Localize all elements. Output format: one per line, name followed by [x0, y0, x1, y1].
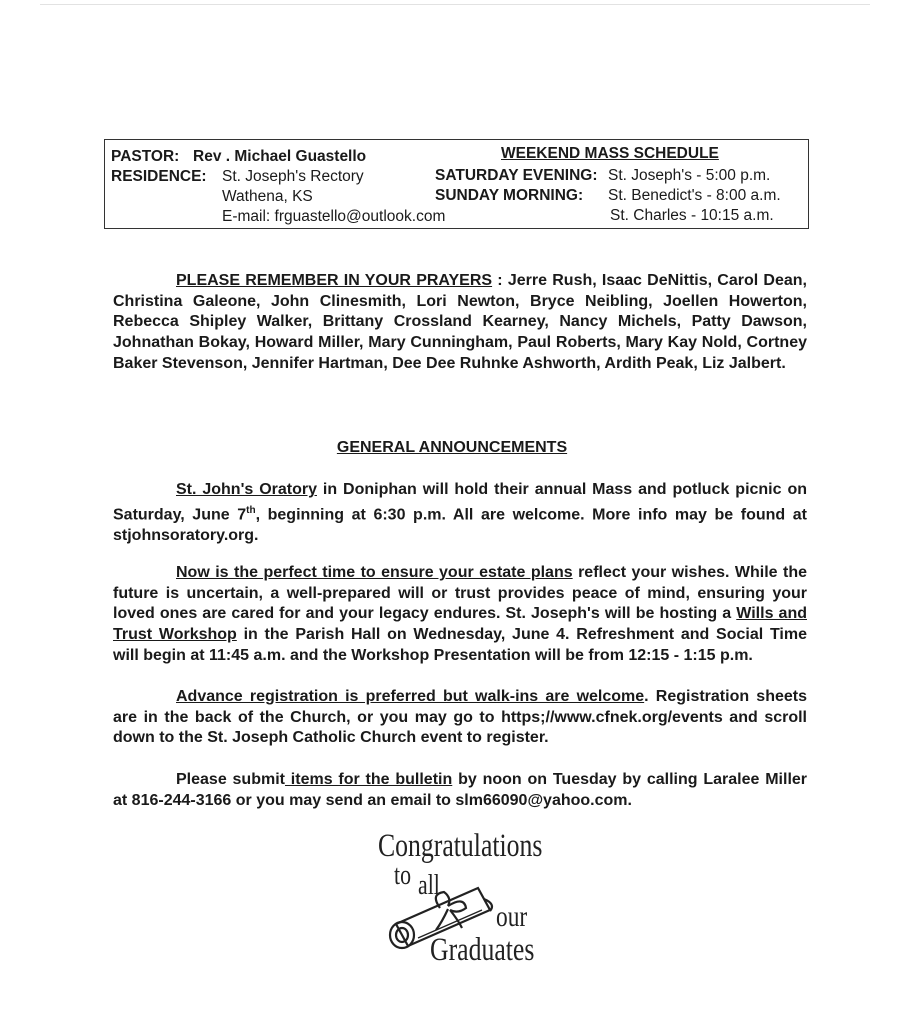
- congrats-line-to: to: [394, 860, 411, 891]
- pastor-name: Rev . Michael Guastello: [193, 148, 367, 165]
- estate-paragraph: [113, 563, 807, 667]
- congrats-line-congratulations: Congratulations: [378, 828, 543, 864]
- estate-heading: Now is the perfect time to ensure your estate plans: [176, 564, 573, 581]
- estate-text-1: reflect your wishes. While the future is uncertain, a well-prepared will or trust provides peace of mind, ensuring your loved ones are cared for and your legacy endures. St. Joseph's will be hosting a: [113, 564, 808, 623]
- pastor-email: E-mail: frguastello@outlook.com: [222, 208, 446, 225]
- bulletin-text-2: by noon on Tuesday by calling Laralee Miller at 816-244-3166 or you may send an email to slm66090@yahoo.com.: [113, 771, 808, 809]
- oratory-text-2: , beginning at 6:30 p.m. All are welcome. More info may be found at stjohnsoratory.org.: [113, 506, 807, 544]
- sunday-mass-time-1: St. Benedict's - 8:00 a.m.: [608, 187, 781, 204]
- residence-label: RESIDENCE:: [111, 168, 207, 185]
- prayer-names: : Jerre Rush, Isaac DeNittis, Carol Dean, Christina Galeone, John Clinesmith, Lori Newton, Bryce Neibling, Joellen Howerton, Rebecca Shipley Walker, Brittany Crossland Kearney, Nancy Michels, Patty Dawson, Johnathan Bokay, Howard Miller, Mary Cunningham, Paul Roberts, Mary Kay Nold, Cortney Baker Stevenson, Jennifer Hartman, Dee Dee Ruhnke Ashworth, Ardith Peak, Liz Jalbert.: [113, 272, 807, 372]
- registration-heading: Advance registration is preferred but walk-ins are welcome: [176, 688, 645, 705]
- sunday-mass-time-2: St. Charles - 10:15 a.m.: [610, 207, 774, 224]
- bulletin-paragraph: [113, 770, 807, 811]
- parish-info-box: [104, 139, 809, 229]
- workshop-link: Wills and Trust Workshop: [113, 605, 807, 644]
- saturday-mass-time: St. Joseph's - 5:00 p.m.: [608, 167, 771, 184]
- oratory-text-1: in Doniphan will hold their annual Mass and potluck picnic on Saturday, June 7: [113, 481, 807, 524]
- graduation-graphic: [372, 828, 562, 978]
- congrats-line-all: all: [418, 870, 440, 901]
- prayer-heading: PLEASE REMEMBER IN YOUR PRAYERS: [176, 272, 493, 289]
- residence-line1: St. Joseph's Rectory: [222, 168, 364, 185]
- oratory-superscript: th: [246, 504, 256, 516]
- registration-paragraph: [113, 687, 807, 749]
- oratory-link: St. John's Oratory: [176, 481, 317, 498]
- bulletin-link: items for the bulletin: [284, 771, 453, 788]
- congrats-line-graduates: Graduates: [430, 932, 535, 968]
- page-top-rule: [40, 4, 870, 5]
- oratory-paragraph: [113, 480, 807, 546]
- sunday-label: SUNDAY MORNING:: [435, 187, 584, 204]
- estate-text-2: in the Parish Hall on Wednesday, June 4. Refreshment and Social Time will begin at 11:45 a.m. and the Workshop Presentation will be from 12:15 - 1:15 p.m.: [113, 626, 807, 664]
- registration-text: . Registration sheets are in the back of the Church, or you may go to https;//www.cfnek.org/events and scroll down to the St. Joseph Catholic Church event to register.: [113, 688, 807, 747]
- bulletin-text-1: Please submit: [176, 771, 285, 788]
- announcements-title: GENERAL ANNOUNCEMENTS: [336, 439, 568, 456]
- saturday-label: SATURDAY EVENING:: [435, 167, 598, 184]
- mass-schedule-title: WEEKEND MASS SCHEDULE: [501, 145, 719, 162]
- congrats-line-our: our: [496, 900, 528, 933]
- pastor-label: PASTOR:: [111, 148, 180, 165]
- residence-line2: Wathena, KS: [222, 188, 313, 205]
- prayer-list-paragraph: [113, 271, 807, 375]
